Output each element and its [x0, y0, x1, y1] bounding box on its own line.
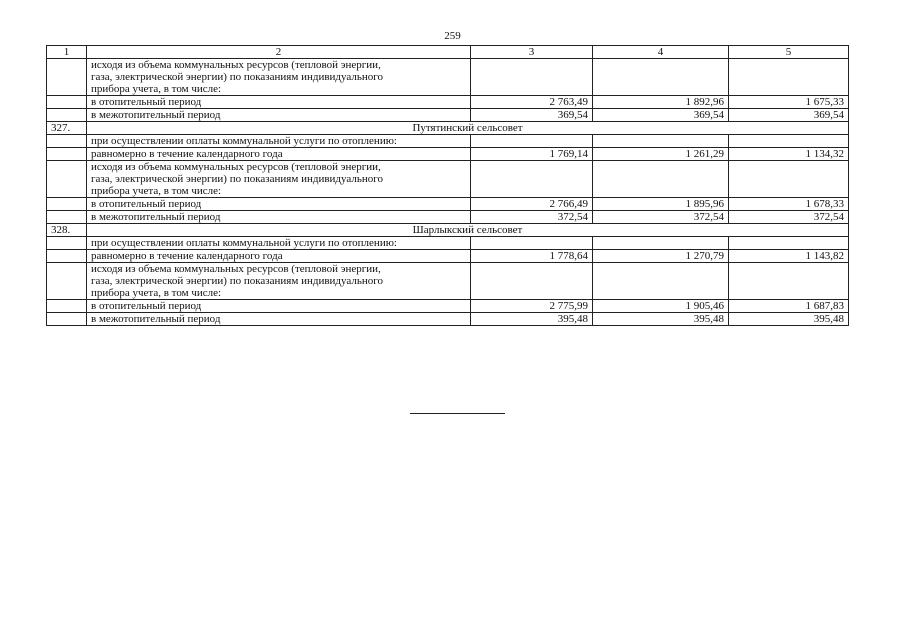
value-col-3: 2 766,49 — [471, 198, 593, 211]
value-col-3: 2 775,99 — [471, 300, 593, 313]
table-body — [47, 59, 849, 326]
value-col-5 — [729, 59, 849, 96]
description-line: исходя из объема коммунальных ресурсов (тепловой энергии, — [91, 263, 381, 275]
description-line: газа, электрической энергии) по показаниям индивидуального — [91, 275, 383, 287]
header-col-4: 4 — [593, 46, 729, 59]
value-col-4: 372,54 — [593, 211, 729, 224]
value-col-5: 1 143,82 — [729, 250, 849, 263]
value-col-5: 369,54 — [729, 109, 849, 122]
row-label: в межотопительный период — [87, 313, 471, 326]
row-index — [47, 96, 87, 109]
table-row — [47, 135, 849, 148]
row-index — [47, 161, 87, 198]
row-index — [47, 211, 87, 224]
table-row — [47, 96, 849, 109]
row-label: в межотопительный период — [87, 109, 471, 122]
value-col-5 — [729, 237, 849, 250]
table-row — [47, 198, 849, 211]
value-col-3 — [471, 135, 593, 148]
table-row — [47, 250, 849, 263]
description-line: прибора учета, в том числе: — [91, 185, 222, 197]
header-col-1: 1 — [47, 46, 87, 59]
row-label: в отопительный период — [87, 198, 471, 211]
section-row — [47, 122, 849, 135]
value-col-3: 1 778,64 — [471, 250, 593, 263]
row-label: в отопительный период — [87, 300, 471, 313]
value-col-4: 1 895,96 — [593, 198, 729, 211]
table-row — [47, 148, 849, 161]
value-col-5 — [729, 135, 849, 148]
row-index — [47, 198, 87, 211]
row-description — [87, 161, 471, 198]
row-index — [47, 263, 87, 300]
value-col-5: 1 675,33 — [729, 96, 849, 109]
table-row — [47, 263, 849, 300]
table-row — [47, 109, 849, 122]
value-col-4: 1 261,29 — [593, 148, 729, 161]
table-row — [47, 161, 849, 198]
value-col-5: 372,54 — [729, 211, 849, 224]
row-index — [47, 250, 87, 263]
header-col-2: 2 — [87, 46, 471, 59]
value-col-3 — [471, 59, 593, 96]
row-index — [47, 237, 87, 250]
value-col-5: 1 678,33 — [729, 198, 849, 211]
value-col-4: 395,48 — [593, 313, 729, 326]
value-col-4 — [593, 237, 729, 250]
value-col-5: 1 134,32 — [729, 148, 849, 161]
row-index — [47, 148, 87, 161]
row-label: при осуществлении оплаты коммунальной услуги по отоплению: — [87, 135, 471, 148]
row-index — [47, 59, 87, 96]
table-row — [47, 313, 849, 326]
header-col-3: 3 — [471, 46, 593, 59]
tariff-table — [46, 45, 849, 326]
row-label: в отопительный период — [87, 96, 471, 109]
table-header-row — [47, 46, 849, 59]
value-col-5: 1 687,83 — [729, 300, 849, 313]
header-col-5: 5 — [729, 46, 849, 59]
value-col-5: 395,48 — [729, 313, 849, 326]
row-label: равномерно в течение календарного года — [87, 250, 471, 263]
row-label: при осуществлении оплаты коммунальной услуги по отоплению: — [87, 237, 471, 250]
footer-rule — [410, 413, 505, 414]
value-col-4 — [593, 161, 729, 198]
value-col-3: 369,54 — [471, 109, 593, 122]
value-col-4 — [593, 135, 729, 148]
description-line: газа, электрической энергии) по показаниям индивидуального — [91, 173, 383, 185]
section-row — [47, 224, 849, 237]
table-row — [47, 211, 849, 224]
section-title: Путятинский сельсовет — [87, 122, 849, 135]
row-description — [87, 59, 471, 96]
description-line: прибора учета, в том числе: — [91, 287, 222, 299]
value-col-4: 369,54 — [593, 109, 729, 122]
description-line: газа, электрической энергии) по показаниям индивидуального — [91, 71, 383, 83]
section-title: Шарлыкский сельсовет — [87, 224, 849, 237]
row-index — [47, 300, 87, 313]
section-index: 327. — [47, 122, 87, 135]
value-col-5 — [729, 161, 849, 198]
value-col-5 — [729, 263, 849, 300]
section-index: 328. — [47, 224, 87, 237]
value-col-4: 1 270,79 — [593, 250, 729, 263]
value-col-3: 2 763,49 — [471, 96, 593, 109]
value-col-4 — [593, 263, 729, 300]
row-index — [47, 135, 87, 148]
value-col-4: 1 905,46 — [593, 300, 729, 313]
description-line: прибора учета, в том числе: — [91, 83, 222, 95]
value-col-3 — [471, 237, 593, 250]
description-line: исходя из объема коммунальных ресурсов (тепловой энергии, — [91, 59, 381, 71]
value-col-4 — [593, 59, 729, 96]
value-col-3 — [471, 161, 593, 198]
value-col-3: 372,54 — [471, 211, 593, 224]
value-col-3 — [471, 263, 593, 300]
description-line: исходя из объема коммунальных ресурсов (тепловой энергии, — [91, 161, 381, 173]
table-row — [47, 59, 849, 96]
row-label: в межотопительный период — [87, 211, 471, 224]
page-number: 259 — [444, 30, 461, 42]
row-description — [87, 263, 471, 300]
value-col-3: 1 769,14 — [471, 148, 593, 161]
value-col-4: 1 892,96 — [593, 96, 729, 109]
table-row — [47, 300, 849, 313]
row-index — [47, 109, 87, 122]
table-row — [47, 237, 849, 250]
row-index — [47, 313, 87, 326]
row-label: равномерно в течение календарного года — [87, 148, 471, 161]
value-col-3: 395,48 — [471, 313, 593, 326]
